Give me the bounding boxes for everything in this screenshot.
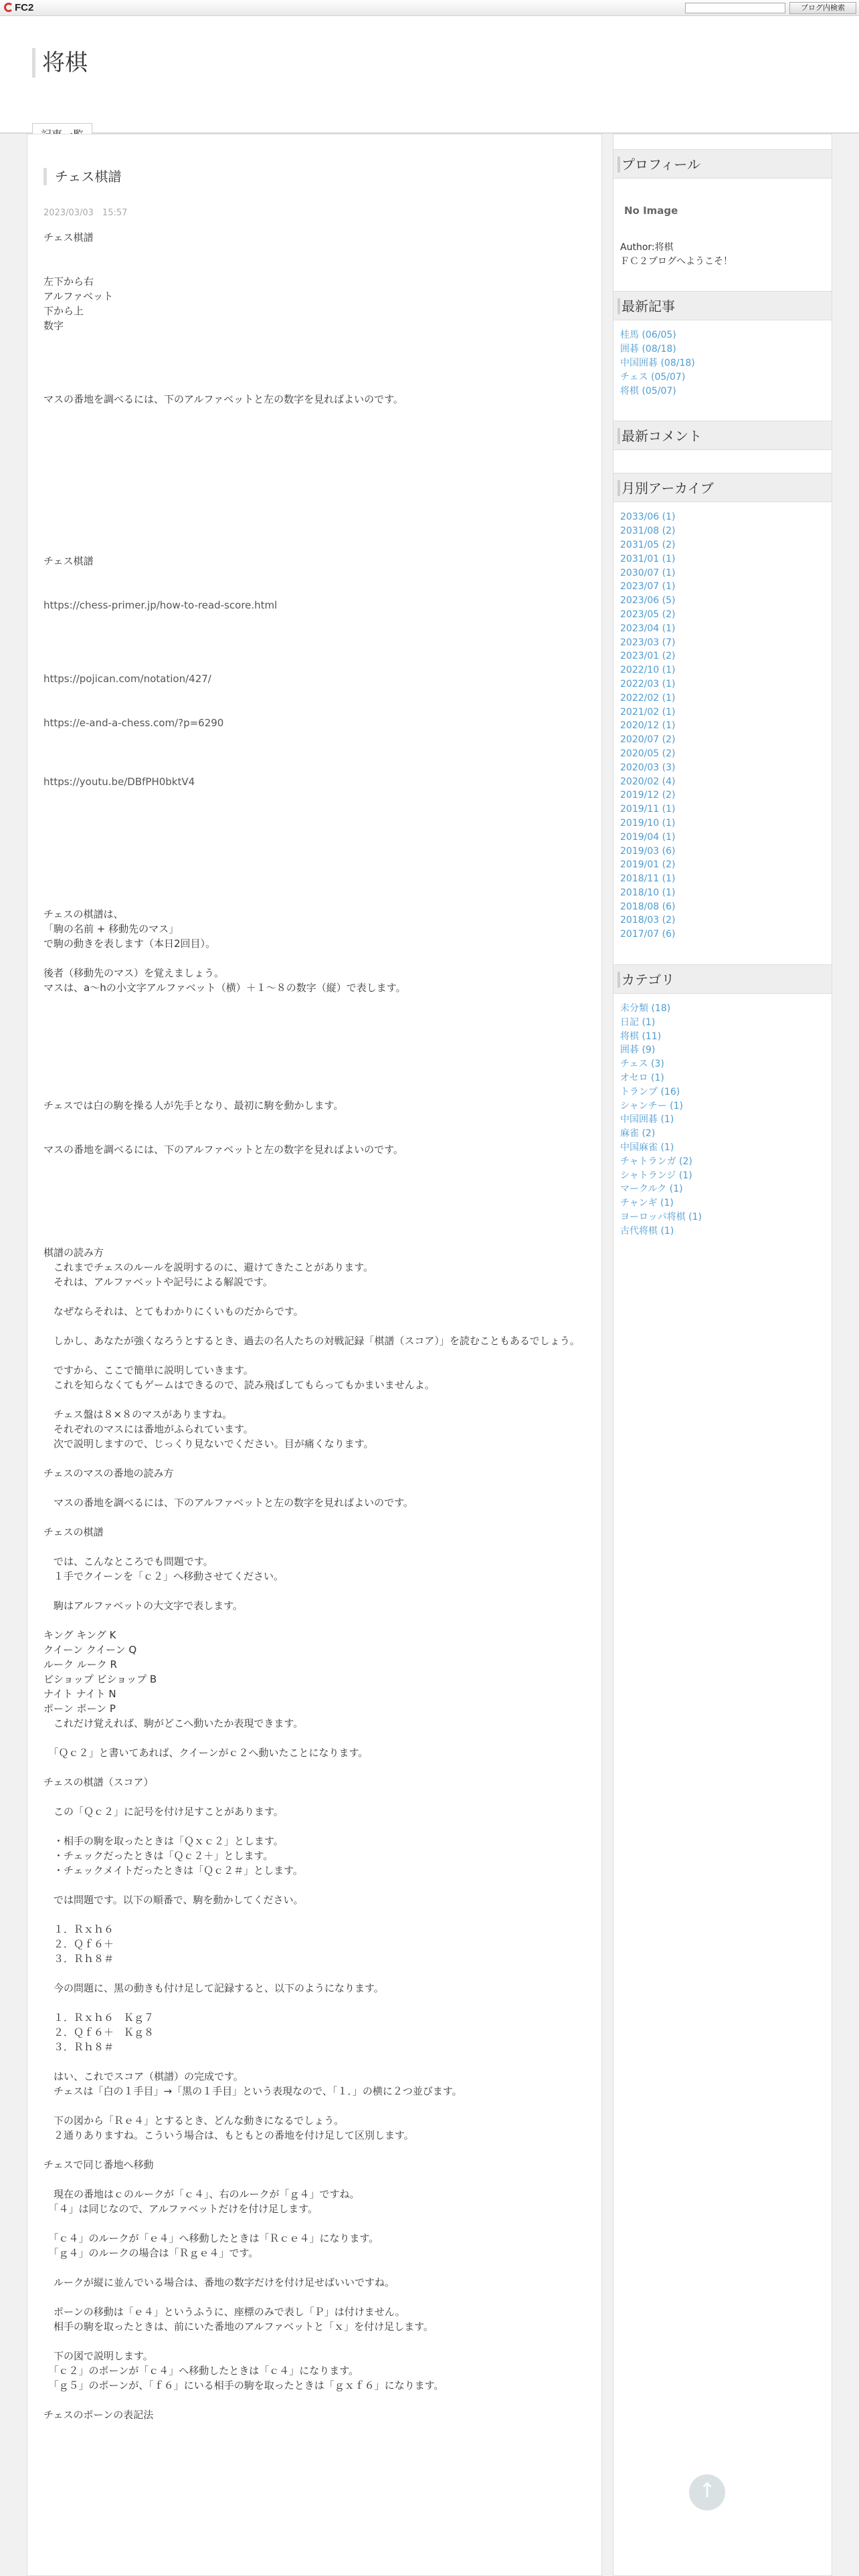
- entry-title[interactable]: チェス棋譜: [43, 168, 601, 185]
- entry-paragraph: ルーク ルーク R: [43, 1658, 117, 1671]
- entry-paragraph: [43, 2290, 585, 2304]
- entry-paragraph: [43, 1083, 585, 1098]
- entry-date: 2023/03/03 15:57: [43, 208, 128, 218]
- category-link[interactable]: シャンチー (1): [620, 1100, 684, 1111]
- entry-paragraph: 下の図から「Ｒｅ４」とするとき、どんな動きになるでしょう。: [43, 2115, 345, 2127]
- category-list: [613, 994, 832, 1239]
- entry-paragraph: ３．Ｒｈ８＃: [43, 2041, 114, 2053]
- entry-paragraph: キング キング K: [43, 1629, 116, 1641]
- entry-paragraph: [43, 951, 585, 966]
- archive-link[interactable]: 2021/02 (1): [620, 706, 676, 718]
- entry-paragraph: この「Ｑｃ２」に記号を付け足すことがあります。: [43, 1806, 284, 1818]
- entry-paragraph: [43, 510, 585, 524]
- archive-link[interactable]: 2019/03 (6): [620, 845, 676, 857]
- entry-paragraph: しかし、あなたが強くなろうとするとき、過去の名人たちの対戦記録「棋譜（スコア）」を読むこともあるでしょう。: [43, 1335, 580, 1347]
- entry-paragraph: [43, 1878, 585, 1893]
- comments-title: 最新コメント: [613, 421, 832, 450]
- entry-paragraph: ３．Ｒｈ８＃: [43, 1953, 114, 1965]
- entry-paragraph: [43, 642, 585, 657]
- entry-paragraph: [43, 1790, 585, 1804]
- archive-link[interactable]: 2023/06 (5): [620, 595, 676, 607]
- entry-paragraph: チェスのポーンの表記法: [43, 2409, 154, 2421]
- entry-paragraph: ポーン ポーン P: [43, 1703, 116, 1715]
- entry-paragraph: [43, 1481, 585, 1495]
- entry-paragraph: [43, 1510, 585, 1525]
- entry-paragraph: [43, 1201, 585, 1216]
- entry-paragraph[interactable]: https://e-and-a-chess.com/?p=6290: [43, 717, 224, 729]
- entry-paragraph: [43, 1539, 585, 1554]
- entry-paragraph: [43, 2393, 585, 2407]
- entry-paragraph: [43, 863, 585, 877]
- entry-paragraph: [43, 377, 585, 392]
- category-link[interactable]: トランプ (16): [620, 1086, 680, 1097]
- entry-paragraph: [43, 362, 585, 377]
- entry-paragraph: マスの番地を調べるには、下のアルファベットと左の数字を見ればよいのです。: [43, 1144, 403, 1156]
- entry-paragraph: [43, 407, 585, 421]
- entry-paragraph: [43, 539, 585, 554]
- entry-paragraph: [43, 892, 585, 907]
- entry-paragraph: [43, 1996, 585, 2010]
- entry-paragraph: [43, 1069, 585, 1083]
- archive-link[interactable]: 2022/02 (1): [620, 692, 676, 704]
- entry-paragraph: [43, 1186, 585, 1201]
- entry-paragraph[interactable]: https://pojican.com/notation/427/: [43, 673, 211, 685]
- archive-link[interactable]: 2019/10 (1): [620, 817, 676, 829]
- entry-paragraph: [43, 877, 585, 892]
- blog-search-input[interactable]: [685, 3, 785, 13]
- entry-paragraph: [43, 245, 585, 259]
- entry-paragraph: 下の図で説明します。: [43, 2350, 153, 2362]
- blog-search-button[interactable]: ブログ内検索: [789, 2, 856, 14]
- archive-link[interactable]: 2031/01 (1): [620, 553, 676, 564]
- entry-paragraph: １．Ｒｘｈ６: [43, 1923, 114, 1935]
- entry-paragraph: [43, 480, 585, 495]
- entry-paragraph: 下から上: [43, 305, 84, 317]
- entry-paragraph: ルークが縦に並んでいる場合は、番地の数字だけを付け足せばいいですね。: [43, 2276, 395, 2288]
- entry-body: [43, 230, 585, 2422]
- recent-article-link[interactable]: チェス (05/07): [620, 371, 686, 383]
- category-link[interactable]: 未分類 (18): [620, 1003, 671, 1014]
- entry-paragraph: [43, 1230, 585, 1245]
- entry-paragraph: [43, 760, 585, 774]
- entry-paragraph: 左下から右: [43, 276, 94, 288]
- entry-paragraph: [43, 2334, 585, 2349]
- entry-paragraph: [43, 524, 585, 539]
- category-link[interactable]: チャンギ (1): [620, 1198, 674, 1209]
- fc2-logo[interactable]: FC2: [4, 2, 33, 13]
- entry-paragraph: これを知らなくてもゲームはできるので、読み飛ばしてもらってもかまいませんよ。: [43, 1379, 435, 1391]
- category-title: カテゴリ: [613, 964, 832, 994]
- entry-paragraph: 「ｇ４」のルークの場合は「Ｒｇｅ４」です。: [43, 2247, 259, 2259]
- entry-paragraph: [43, 2216, 585, 2231]
- entry-paragraph: それぞれのマスには番地がふられています。: [43, 1423, 254, 1435]
- entry-paragraph: [43, 627, 585, 642]
- entry-paragraph: [43, 833, 585, 848]
- entry-paragraph: マスの番地を調べるには、下のアルファベットと左の数字を見ればよいのです。: [43, 1497, 413, 1509]
- archive-link[interactable]: 2019/04 (1): [620, 831, 676, 843]
- recent-article-link[interactable]: 桂馬 (06/05): [620, 330, 676, 341]
- entry-paragraph: [43, 1584, 585, 1598]
- entry-paragraph: [43, 2099, 585, 2113]
- archive-link[interactable]: 2033/06 (1): [620, 512, 676, 523]
- archive-link[interactable]: 2030/07 (1): [620, 567, 676, 578]
- entry-paragraph: [43, 1157, 585, 1172]
- sidebar: [613, 134, 832, 2576]
- recent-article-link[interactable]: 将棋 (05/07): [620, 385, 676, 397]
- archive-link[interactable]: 2023/05 (2): [620, 609, 676, 620]
- archive-link[interactable]: 2020/03 (3): [620, 762, 676, 773]
- entry-paragraph: アルファベット: [43, 290, 114, 302]
- entry-paragraph: これだけ覚えれば、駒がどこへ動いたか表現できます。: [43, 1717, 304, 1729]
- category-link[interactable]: チェス (3): [620, 1059, 664, 1070]
- entry-paragraph: [43, 1319, 585, 1333]
- profile-greeting: ＦＣ２ブログへようこそ！: [620, 255, 733, 267]
- entry-paragraph: 「Ｑｃ２」と書いてあれば、クイーンがｃ２へ動いたことになります。: [43, 1747, 369, 1759]
- entry-paragraph: チェスのマスの番地の読み方: [43, 1467, 174, 1479]
- entry-paragraph: 「４」は同じなので、アルファベットだけを付け足します。: [43, 2203, 318, 2215]
- fc2-toolbar: [0, 0, 859, 16]
- archive-link[interactable]: 2018/10 (1): [620, 887, 676, 898]
- entry-paragraph: それは、アルファベットや記号による解説です。: [43, 1276, 273, 1288]
- entry-paragraph: [43, 1010, 585, 1025]
- entry-paragraph: チェス棋譜: [43, 555, 94, 567]
- entry-paragraph: [43, 495, 585, 510]
- entry-paragraph: ビショップ ビショップ B: [43, 1673, 157, 1685]
- entry-paragraph: １．Ｒｘｈ６ Ｋｇ７: [43, 2012, 155, 2024]
- entry-paragraph: [43, 259, 585, 274]
- entry-paragraph: [43, 1392, 585, 1407]
- entry-paragraph: [43, 1039, 585, 1054]
- entry-paragraph: [43, 348, 585, 362]
- entry-paragraph: [43, 1113, 585, 1128]
- entry-paragraph: [43, 1128, 585, 1142]
- entry-paragraph: ２．Ｑｆ６＋: [43, 1938, 114, 1950]
- entry-paragraph: で駒の動きを表します（本日2回目）。: [43, 938, 216, 950]
- fc2-logo-icon: [4, 3, 13, 12]
- entry-paragraph: 「ｃ２」のポーンが「ｃ４」へ移動したときは「ｃ４」になります。: [43, 2365, 359, 2377]
- archive-link[interactable]: 2020/05 (2): [620, 748, 676, 759]
- archive-link[interactable]: 2020/02 (4): [620, 776, 676, 787]
- entry-paragraph: [43, 1907, 585, 1922]
- entry-paragraph: [43, 1819, 585, 1834]
- archive-link[interactable]: 2018/03 (2): [620, 915, 676, 926]
- entry-paragraph: では問題です。以下の順番で、駒を動かしてください。: [43, 1894, 304, 1906]
- blog-title[interactable]: 将棋: [32, 48, 88, 78]
- profile-no-image: No Image: [624, 205, 678, 217]
- entry-paragraph: チェスの棋譜: [43, 1526, 104, 1538]
- entry-paragraph: [43, 1054, 585, 1069]
- category-link[interactable]: シャトランジ (1): [620, 1170, 692, 1181]
- entry-paragraph: クイーン クイーン Q: [43, 1644, 137, 1656]
- entry-paragraph: チェスの棋譜（スコア）: [43, 1776, 154, 1788]
- entry-paragraph: 相手の駒を取ったときは、前にいた番地のアルファベットと「ｘ」を付け足します。: [43, 2321, 434, 2333]
- blog-header: [0, 16, 859, 134]
- archive-link[interactable]: 2020/07 (2): [620, 734, 676, 746]
- entry-paragraph: ポーンの移動は「ｅ４」というふうに、座標のみで表し「Ｐ」は付けません。: [43, 2306, 405, 2318]
- entry-paragraph: [43, 1348, 585, 1363]
- entry-paragraph: [43, 686, 585, 701]
- recent-list: [613, 320, 832, 398]
- category-box: [613, 964, 832, 1239]
- entry-paragraph: [43, 848, 585, 863]
- entry-paragraph: はい、これでスコア（棋譜）の完成です。: [43, 2070, 244, 2082]
- entry-paragraph: [43, 745, 585, 760]
- entry-paragraph: [43, 804, 585, 819]
- entry-paragraph: なぜならそれは、とてもわかりにくいものだからです。: [43, 1305, 304, 1317]
- archive-link[interactable]: 2018/08 (6): [620, 901, 676, 912]
- archive-link[interactable]: 2031/05 (2): [620, 539, 676, 550]
- entry-paragraph: [43, 2143, 585, 2157]
- archive-link[interactable]: 2023/03 (7): [620, 637, 676, 648]
- category-link[interactable]: ヨーロッパ将棋 (1): [620, 1212, 702, 1223]
- recent-title: 最新記事: [613, 291, 832, 320]
- profile-author: Author:将棋: [620, 241, 674, 253]
- entry-paragraph: [43, 1216, 585, 1230]
- archive-link[interactable]: 2019/12 (2): [620, 790, 676, 801]
- profile-box: [613, 149, 832, 268]
- main-column: [27, 134, 602, 2576]
- entry-paragraph: [43, 2172, 585, 2187]
- entry-paragraph: ２．Ｑｆ６＋ Ｋｇ８: [43, 2026, 155, 2038]
- archive-box: [613, 473, 832, 942]
- entry-paragraph: [43, 1760, 585, 1775]
- archive-link[interactable]: 2018/11 (1): [620, 873, 676, 885]
- entry-paragraph: [43, 819, 585, 833]
- entry-paragraph: チェスで同じ番地へ移動: [43, 2159, 154, 2171]
- entry-paragraph: ナイト ナイト N: [43, 1688, 116, 1700]
- archive-list: [613, 502, 832, 942]
- category-link[interactable]: 中国囲碁 (1): [620, 1114, 674, 1125]
- entry-paragraph: １手でクイーンを「ｃ２」へ移動させてください。: [43, 1570, 284, 1582]
- archive-link[interactable]: 2022/03 (1): [620, 678, 676, 689]
- entry-paragraph: チェスの棋譜は、: [43, 908, 124, 920]
- archive-title: 月別アーカイブ: [613, 473, 832, 502]
- category-link[interactable]: チャトランガ (2): [620, 1156, 692, 1167]
- archive-link[interactable]: 2019/01 (2): [620, 859, 676, 871]
- archive-link[interactable]: 2017/07 (6): [620, 929, 676, 940]
- entry-paragraph: 棋譜の読み方: [43, 1247, 104, 1259]
- entry-paragraph: チェス棋譜: [43, 231, 94, 243]
- recent-box: [613, 291, 832, 398]
- entry-paragraph: ２通りありますね。こういう場合は、もともとの番地を付け足して区別します。: [43, 2129, 414, 2141]
- entry-paragraph: マスの番地を調べるには、下のアルファベットと左の数字を見ればよいのです。: [43, 393, 403, 405]
- archive-link[interactable]: 2019/11 (1): [620, 804, 676, 815]
- profile-title: プロフィール: [613, 149, 832, 179]
- entry-paragraph: 現在の番地はｃのルークが「ｃ４」、右のルークが「ｇ４」ですね。: [43, 2188, 360, 2200]
- category-link[interactable]: 古代将棋 (1): [620, 1225, 674, 1237]
- entry-paragraph: 次で説明しますので、じっくり見ないでください。目が痛くなります。: [43, 1438, 374, 1450]
- entry-paragraph: ・チェックだったときは「Ｑｃ２＋」とします。: [43, 1850, 274, 1862]
- entry-paragraph: 「ｃ４」のルークが「ｅ４」へ移動したときは「Ｒｃｅ４」になります。: [43, 2232, 379, 2244]
- entry-paragraph[interactable]: https://chess-primer.jp/how-to-read-score.html: [43, 599, 278, 611]
- entry-paragraph: [43, 2054, 585, 2069]
- entry-paragraph: チェスは「白の１手目」→「黒の１手目」という表現なので、「１．」の横に２つ並びます。: [43, 2085, 462, 2097]
- entry-paragraph: [43, 1731, 585, 1745]
- entry-paragraph: 今の問題に、黒の動きも付け足して記録すると、以下のようになります。: [43, 1982, 384, 1994]
- entry-paragraph: これまでチェスのルールを説明するのに、避けてきたことがあります。: [43, 1261, 374, 1273]
- category-link[interactable]: 日記 (1): [620, 1016, 656, 1028]
- entry-paragraph: [43, 2260, 585, 2275]
- category-link[interactable]: 麻雀 (2): [620, 1128, 656, 1140]
- category-link[interactable]: 中国麻雀 (1): [620, 1142, 674, 1154]
- archive-link[interactable]: 2031/08 (2): [620, 526, 676, 537]
- comments-box: [613, 421, 832, 450]
- category-link[interactable]: 将棋 (11): [620, 1031, 662, 1042]
- entry-paragraph: [43, 730, 585, 745]
- entry-paragraph: [43, 1613, 585, 1628]
- archive-link[interactable]: 2023/04 (1): [620, 623, 676, 634]
- entry-paragraph: [43, 568, 585, 583]
- entry-paragraph: 数字: [43, 320, 64, 332]
- archive-link[interactable]: 2022/10 (1): [620, 665, 676, 676]
- entry-paragraph: [43, 1289, 585, 1304]
- entry-paragraph: [43, 1025, 585, 1039]
- entry-paragraph: 「ｇ５」のポーンが、「ｆ６」にいる相手の駒を取ったときは「ｇｘｆ６」になります。: [43, 2379, 444, 2391]
- entry-paragraph: [43, 701, 585, 716]
- entry-paragraph: [43, 436, 585, 451]
- entry-paragraph: 「駒の名前 + 移動先のマス」: [43, 923, 179, 935]
- entry-paragraph: [43, 995, 585, 1010]
- arrow-up-icon[interactable]: ↑: [689, 2474, 725, 2510]
- entry-paragraph: [43, 613, 585, 627]
- entry-paragraph: [43, 451, 585, 465]
- entry-paragraph: ・相手の駒を取ったときは「Ｑｘｃ２」とします。: [43, 1835, 284, 1847]
- archive-link[interactable]: 2023/01 (2): [620, 651, 676, 662]
- archive-link[interactable]: 2020/12 (1): [620, 720, 676, 732]
- category-link[interactable]: 囲碁 (9): [620, 1045, 656, 1056]
- entry-paragraph: [43, 421, 585, 436]
- entry-paragraph: ですから、ここで簡単に説明していきます。: [43, 1364, 254, 1376]
- entry-paragraph: [43, 465, 585, 480]
- entry-paragraph: ・チェックメイトだったときは「Ｑｃ２＃」とします。: [43, 1864, 303, 1876]
- archive-link[interactable]: 2023/07 (1): [620, 581, 676, 593]
- entry-paragraph: [43, 789, 585, 804]
- recent-article-link[interactable]: 中国囲碁 (08/18): [620, 357, 695, 368]
- entry-paragraph: [43, 1172, 585, 1186]
- entry-paragraph: 駒はアルファベットの大文字で表します。: [43, 1600, 243, 1612]
- entry-paragraph: [43, 583, 585, 598]
- entry-paragraph: [43, 657, 585, 671]
- entry-paragraph: マスは、a〜hの小文字アルファベット（横）＋１〜８の数字（縦）で表します。: [43, 982, 406, 994]
- entry-paragraph: [43, 333, 585, 348]
- category-link[interactable]: マークルク (1): [620, 1184, 683, 1195]
- category-link[interactable]: オセロ (1): [620, 1073, 664, 1084]
- entry-paragraph: 後者（移動先のマス）を覚えましょう。: [43, 967, 225, 979]
- entry-paragraph: [43, 1966, 585, 1981]
- entry-paragraph[interactable]: https://youtu.be/DBfPH0bktV4: [43, 776, 195, 788]
- entry-paragraph: チェス盤は８×８のマスがありますね。: [43, 1408, 233, 1420]
- entry-paragraph: では、こんなところでも問題です。: [43, 1555, 213, 1568]
- recent-article-link[interactable]: 囲碁 (08/18): [620, 344, 676, 355]
- entry-paragraph: チェスでは白の駒を操る人が先手となり、最初に駒を動かします。: [43, 1099, 344, 1111]
- entry-paragraph: [43, 1451, 585, 1466]
